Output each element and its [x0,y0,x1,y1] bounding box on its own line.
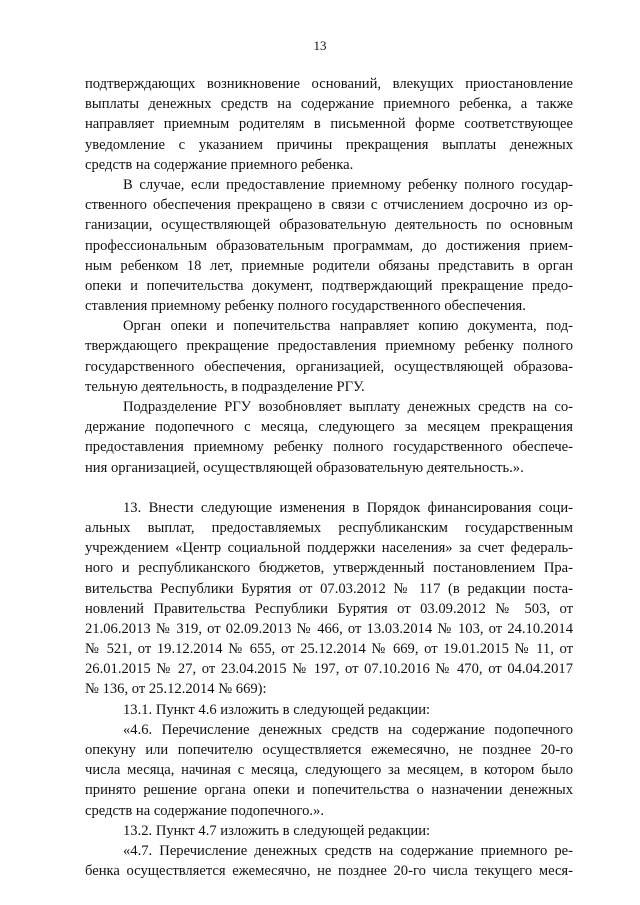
text-line: 13. Внести следующие изменения в Порядок финансирования соци- [123,499,573,516]
text-line: ственного обеспечения прекращено в связи с отчислением досрочно из ор- [85,197,573,214]
paragraph [85,841,573,881]
text-line: ния организацией, осуществляющей образовательную деятельность.». [85,459,524,476]
paragraph [85,821,573,841]
text-line: 13.1. Пункт 4.6 изложить в следующей редакции: [123,701,431,718]
paragraph [85,397,573,478]
text-line: опекуну или попечителю осуществляется ежемесячно, не позднее 20-го [85,742,573,758]
text-line: новлений Правительства Республики Бурятия от 03.09.2012 № 503, от [85,600,573,617]
text-line: Орган опеки и попечительства направляет копию документа, под- [123,318,573,335]
text-line: ганизации, осуществляющей образовательную деятельность по основным [85,217,573,234]
paragraph [85,175,573,316]
text-line: ставления приемному ребенку полного государственного обеспечения. [85,298,526,315]
text-line: 13.2. Пункт 4.7 изложить в следующей редакции: [123,822,431,839]
text-line: учреждением «Центр социальной поддержки населения» за счет федераль- [85,540,573,557]
text-line: принято решение органа опеки и попечительства о назначении денежных [85,782,573,799]
paragraph [85,498,573,700]
text-line: ного и республиканского бюджетов, утвержденный постановлением Пра- [85,560,573,577]
text-line: профессиональным образовательным программам, до достижения прием- [85,237,573,254]
text-line: средств на содержание приемного ребенка. [85,156,354,173]
text-line: альных выплат, предоставляемых республиканским государственным [85,519,573,536]
text-line: «4.6. Перечисление денежных средств на содержание подопечного [123,721,573,738]
text-line: направляет приемным родителям в письменной форме соответствующее [85,116,573,133]
text-line: тельную деятельность, в подразделение РГУ. [85,378,365,395]
paragraph [85,700,573,720]
page-number: 13 [313,38,327,53]
text-line: государственного обеспечения, организацией, осуществляющей образова- [85,358,573,375]
text-line: № 136, от 25.12.2014 № 669): [85,681,267,698]
text-line: числа месяца, начиная с месяца, следующего за месяцем, в котором было [85,762,573,779]
text-line: В случае, если предоставление приемному ребенку полного государ- [123,176,573,193]
text-line: предоставления приемному ребенку полного государственного обеспече- [85,439,573,456]
text-line: опеки и попечительства документ, подтверждающий прекращение предо- [85,277,573,294]
paragraph [85,74,573,175]
text-line: держание подопечного с месяца, следующего за месяцем прекращения [85,419,573,436]
text-line: вительства Республики Бурятия от 07.03.2012 № 117 (в редакции поста- [85,580,573,597]
text-line: «4.7. Перечисление денежных средств на содержание приемного ре- [123,842,573,859]
text-line: Подразделение РГУ возобновляет выплату денежных средств на со- [123,399,573,415]
text-line: тверждающего прекращение предоставления приемному ребенку полного [85,338,573,355]
document-body [85,74,573,881]
text-line: выплаты денежных средств на содержание приемного ребенка, а также [85,96,573,113]
paragraph [85,720,573,821]
text-line: № 521, от 19.12.2014 № 655, от 25.12.2014 № 669, от 19.01.2015 № 11, от [85,641,573,658]
text-line: 26.01.2015 № 27, от 23.04.2015 № 197, от 07.10.2016 № 470, от 04.04.2017 [85,661,573,678]
text-line: ным ребенком 18 лет, приемные родители обязаны представить в орган [85,257,573,274]
text-line: средств на содержание подопечного.». [85,802,324,819]
text-line: 21.06.2013 № 319, от 02.09.2013 № 466, от 13.03.2014 № 103, от 24.10.2014 [85,620,573,637]
text-line: бенка осуществляется ежемесячно, не позднее 20-го числа текущего меся- [85,863,573,880]
text-line: подтверждающих возникновение оснований, влекущих приостановление [85,76,573,92]
paragraph [85,316,573,397]
text-line: уведомление с указанием причины прекращения выплаты денежных [85,136,573,153]
